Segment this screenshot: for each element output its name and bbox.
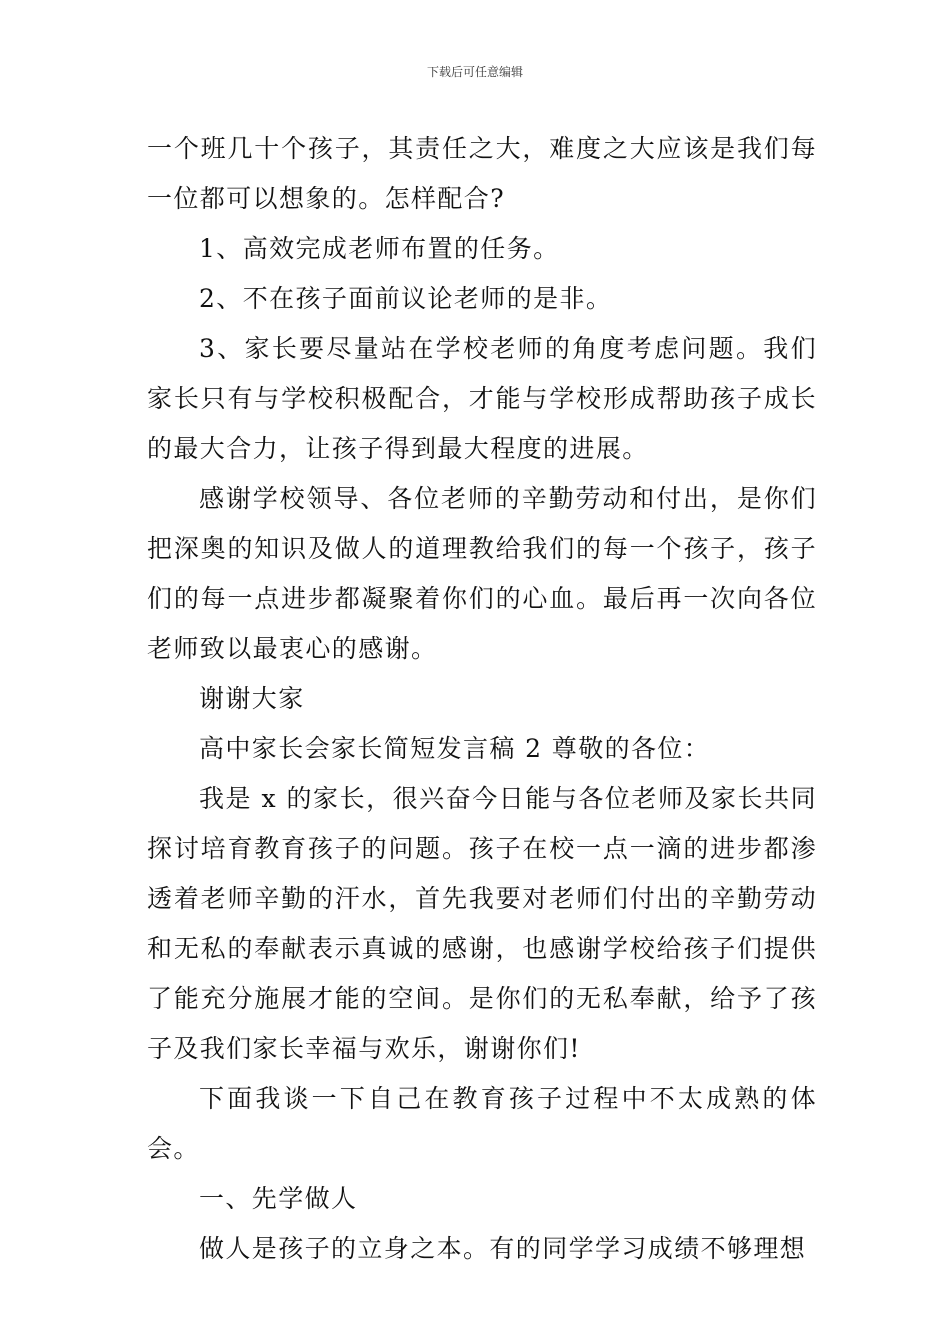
- paragraph-3: 2、不在孩子面前议论老师的是非。: [199, 284, 613, 313]
- paragraph-4: 3、家长要尽量站在学校老师的角度考虑问题。我们家长只有与学校积极配合，才能与学校形成帮助孩子成长的最大合力，让孩子得到最大程度的进展。: [147, 334, 817, 463]
- paragraph-5: 感谢学校领导、各位老师的辛勤劳动和付出，是你们把深奥的知识及做人的道理教给我们的每一个孩子，孩子们的每一点进步都凝聚着你们的心血。最后再一次向各位老师致以最衷心的感谢。: [147, 484, 817, 663]
- paragraph-1: 一个班几十个孩子，其责任之大，难度之大应该是我们每一位都可以想象的。怎样配合?: [147, 134, 817, 213]
- section-title: 高中家长会家长简短发言稿 2 尊敬的各位：: [199, 734, 711, 763]
- subheading: 一、先学做人: [199, 1184, 358, 1213]
- document-body: [147, 124, 817, 1274]
- page-header-note: 下载后可任意编辑: [426, 65, 523, 79]
- paragraph-9: 下面我谈一下自己在教育孩子过程中不太成熟的体会。: [147, 1084, 817, 1163]
- paragraph-6: 谢谢大家: [199, 684, 305, 713]
- paragraph-11: 做人是孩子的立身之本。有的同学学习成绩不够理想: [199, 1234, 807, 1263]
- paragraph-2: 1、高效完成老师布置的任务。: [199, 234, 560, 263]
- paragraph-8: 我是 x 的家长，很兴奋今日能与各位老师及家长共同探讨培育教育孩子的问题。孩子在校一点一滴的进步都渗透着老师辛勤的汗水，首先我要对老师们付出的辛勤劳动和无私的奉献表示真诚的感谢，也感谢学校给孩子们提供了能充分施展才能的空间。是你们的无私奉献，给予了孩子及我们家长幸福与欢乐，谢谢你们!: [147, 784, 817, 1063]
